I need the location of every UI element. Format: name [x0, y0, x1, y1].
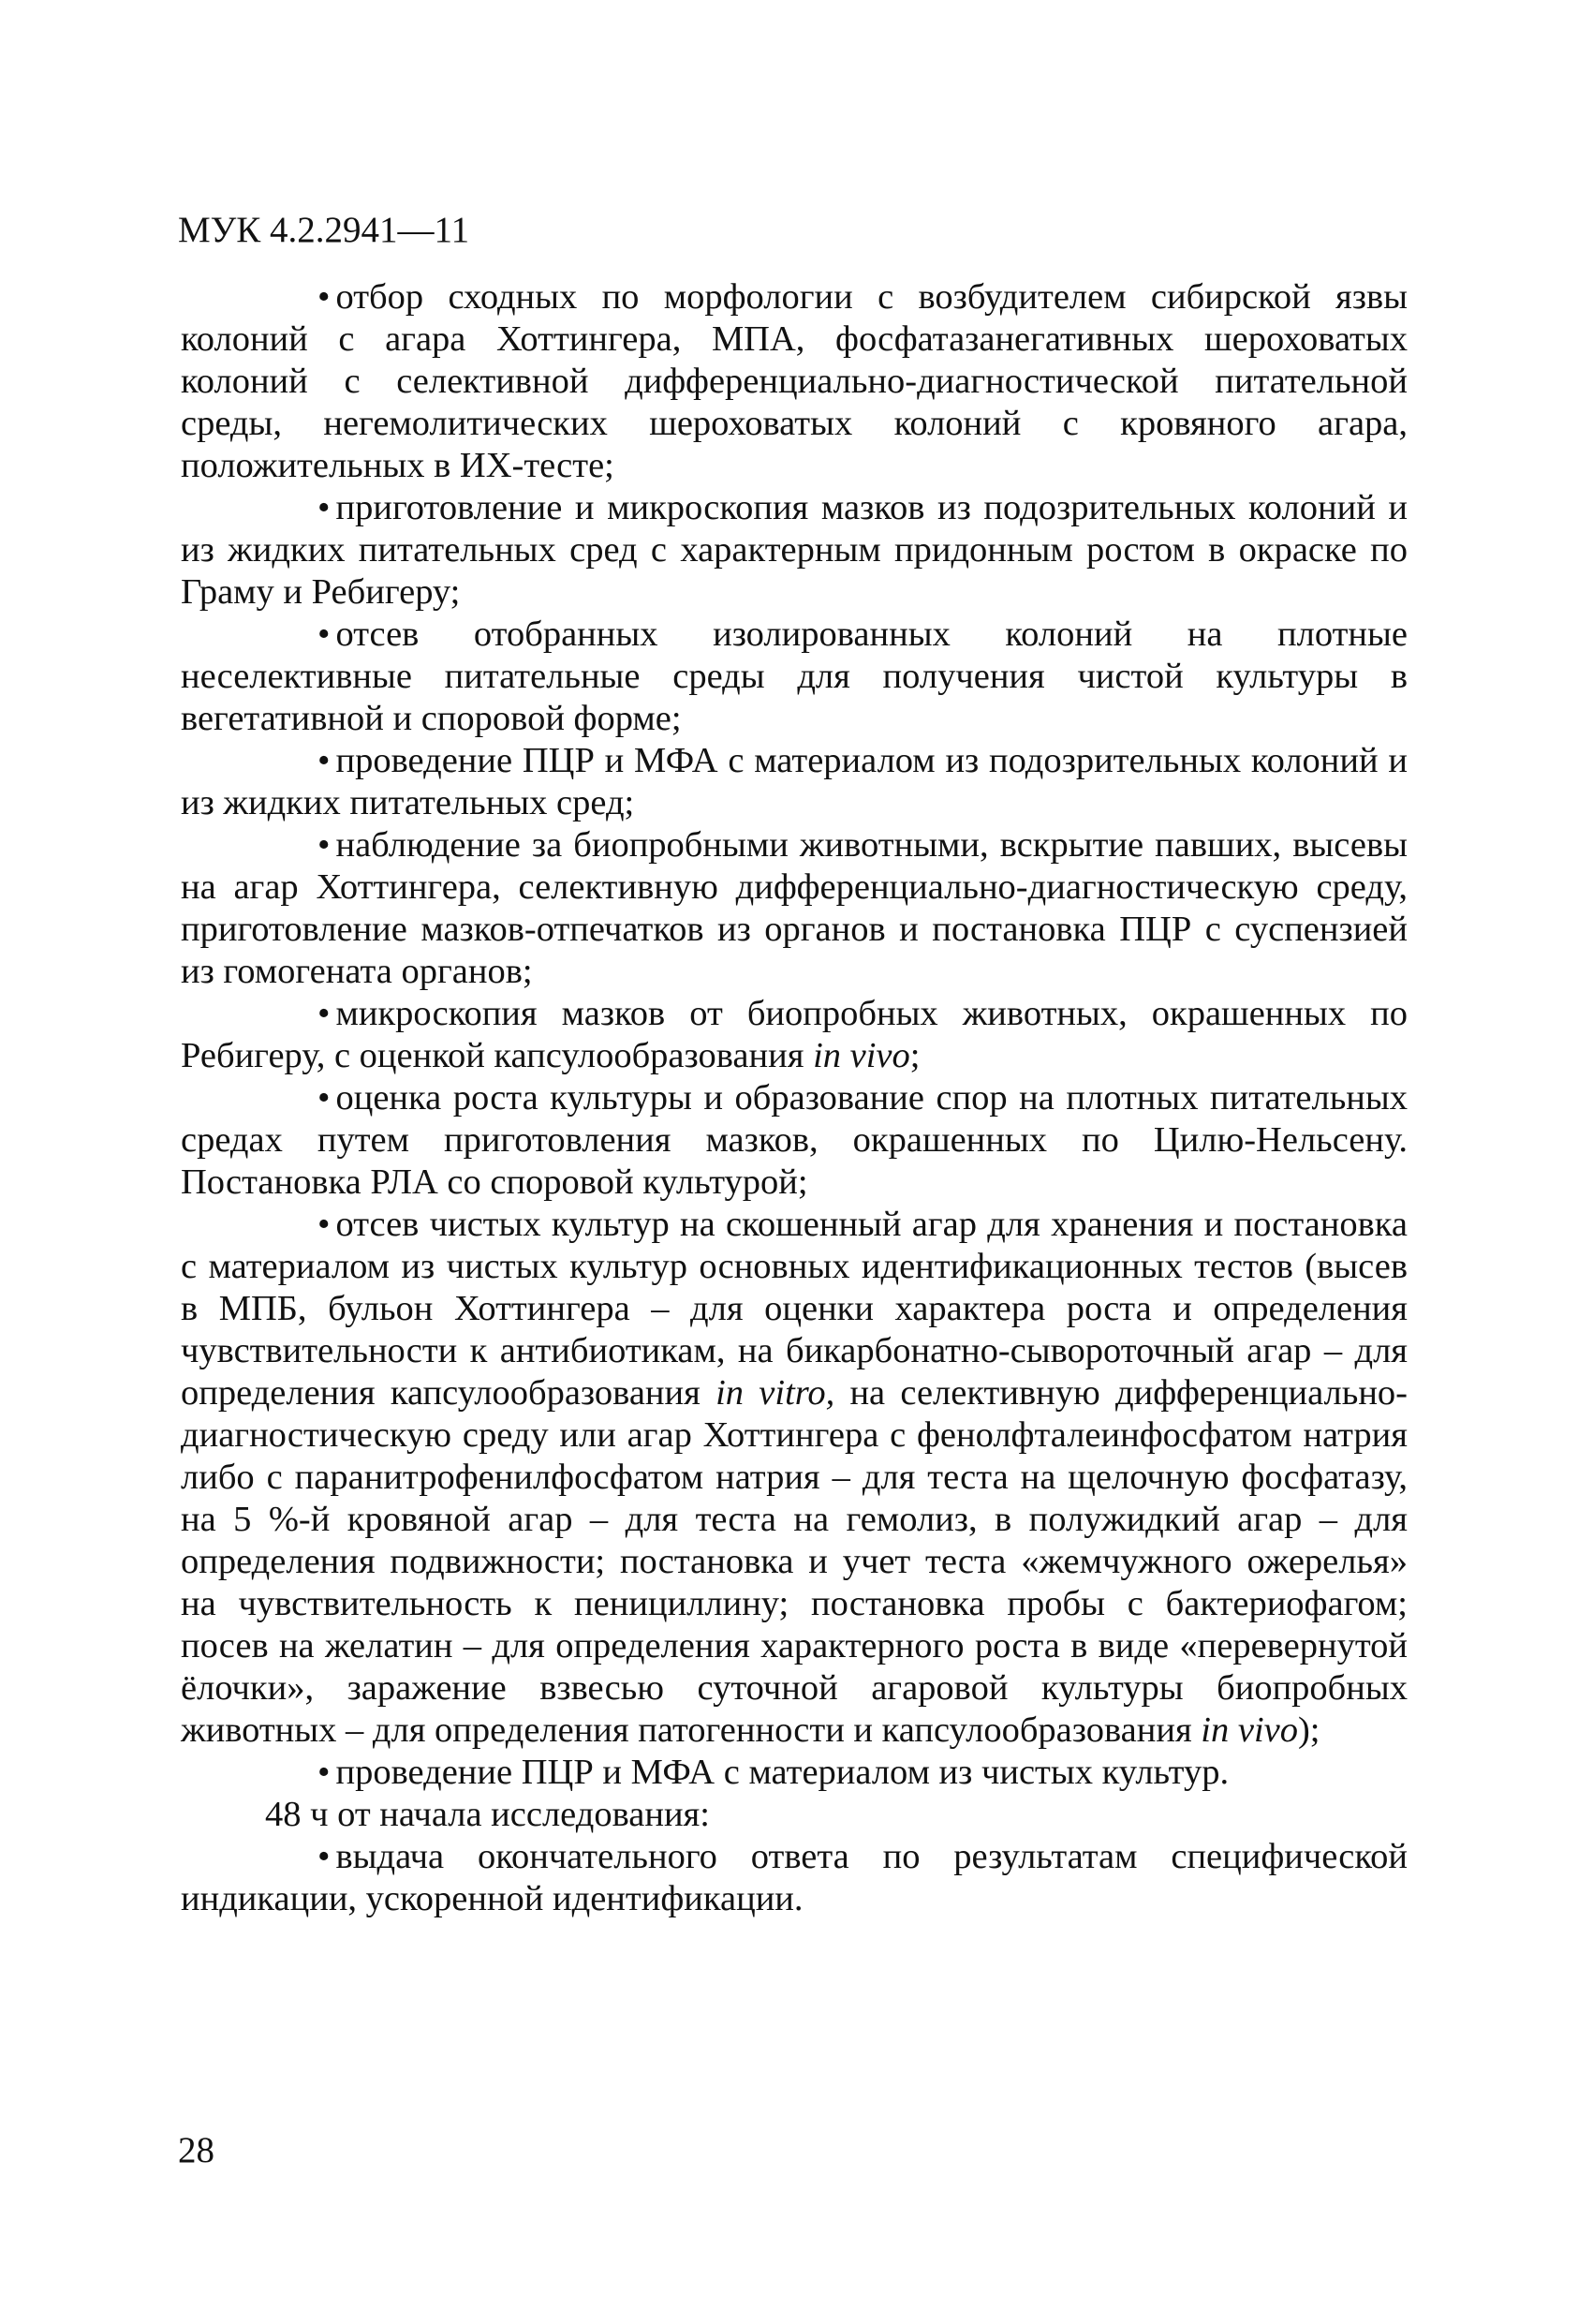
- list-item-text: наблюдение за биопробными животными, вскрытие павших, высевы на агар Хоттингера, селективную дифференциально-диагностическую среду, приготовление мазков-отпечатков из органов и постановка ПЦР с суспензией из гомогената органов;: [181, 825, 1408, 991]
- list-item: [181, 1752, 1408, 1794]
- page-number: 28: [178, 2130, 214, 2170]
- list-item: [181, 740, 1408, 824]
- list-item: [181, 614, 1408, 740]
- list-item: [181, 276, 1408, 487]
- list-item-text: );: [1297, 1710, 1320, 1750]
- list-item-text: проведение ПЦР и МФА с материалом из подозрительных колоний и из жидких питательных сред;: [181, 741, 1408, 822]
- bullet-icon: •: [317, 614, 331, 654]
- bullet-icon: •: [317, 1753, 331, 1792]
- list-item-text: ;: [909, 1036, 921, 1075]
- bullet-icon: •: [317, 994, 331, 1033]
- bullet-icon: •: [317, 741, 331, 780]
- list-item-text: проведение ПЦР и МФА с материалом из чистых культур.: [335, 1753, 1230, 1792]
- list-item: [181, 1836, 1408, 1920]
- bullet-icon: •: [317, 825, 331, 865]
- list-item-text: отсев отобранных изолированных колоний на плотные неселективные питательные среды для получения чистой культуры в вегетативной и споровой форме;: [181, 614, 1408, 738]
- time-heading: 48 ч от начала исследования:: [265, 1795, 710, 1834]
- list-item-text: микроскопия мазков от биопробных животных, окрашенных по Ребигеру, с оценкой капсулообразования: [181, 994, 1408, 1075]
- document-body: [181, 276, 1408, 1920]
- latin-term: in vitro,: [715, 1373, 835, 1413]
- list-item-text: приготовление и микроскопия мазков из подозрительных колоний и из жидких питательных сред с характерным придонным ростом в окраске по Граму и Ребигеру;: [181, 488, 1408, 612]
- list-item: [181, 487, 1408, 614]
- latin-term: in vivo: [1201, 1710, 1298, 1750]
- list-item: [181, 993, 1408, 1077]
- list-item: [181, 1204, 1408, 1752]
- list-item-text: отбор сходных по морфологии с возбудителем сибирской язвы колоний с агара Хоттингера, МПА, фосфатазанегативных шероховатых колоний с селективной дифференциально-диагностической питательной среды, негемолитических шероховатых колоний с кровяного агара, положительных в ИХ-тесте;: [181, 277, 1408, 485]
- bullet-icon: •: [317, 1205, 331, 1244]
- bullet-icon: •: [317, 277, 331, 317]
- list-item-text: выдача окончательного ответа по результатам специфической индикации, ускоренной идентификации.: [181, 1837, 1408, 1918]
- list-item: [181, 824, 1408, 993]
- bullet-icon: •: [317, 488, 331, 527]
- bullet-icon: •: [317, 1078, 331, 1118]
- document-code-header: МУК 4.2.2941—11: [178, 210, 470, 250]
- list-item-text: оценка роста культуры и образование спор на плотных питательных средах путем приготовления мазков, окрашенных по Цилю-Нельсену. Постановка РЛА со споровой культурой;: [181, 1078, 1408, 1202]
- list-item-text: на селективную дифференциально-диагностическую среду или агар Хоттингера с фенолфталеинфосфатом натрия либо с паранитрофенилфосфатом натрия – для теста на щелочную фосфатазу, на 5 %-й кровяной агар – для теста на гемолиз, в полужидкий агар – для определения подвижности; постановка и учет теста «жемчужного ожерелья» на чувствительность к пенициллину; постановка пробы с бактериофагом; посев на желатин – для определения характерного роста в виде «перевернутой ёлочки», заражение взвесью суточной агаровой культуры биопробных животных – для определения патогенности и капсулообразования: [181, 1373, 1408, 1750]
- list-item-text: отсев чистых культур на скошенный агар для хранения и постановка с материалом из чистых культур основных идентификационных тестов (высев в МПБ, бульон Хоттингера – для оценки характера роста и определения чувствительности к антибиотикам, на бикарбонатно-сывороточный агар – для определения капсулообразования: [181, 1205, 1408, 1413]
- latin-term: in vivo: [813, 1036, 910, 1075]
- list-item: [181, 1077, 1408, 1204]
- bullet-icon: •: [317, 1837, 331, 1876]
